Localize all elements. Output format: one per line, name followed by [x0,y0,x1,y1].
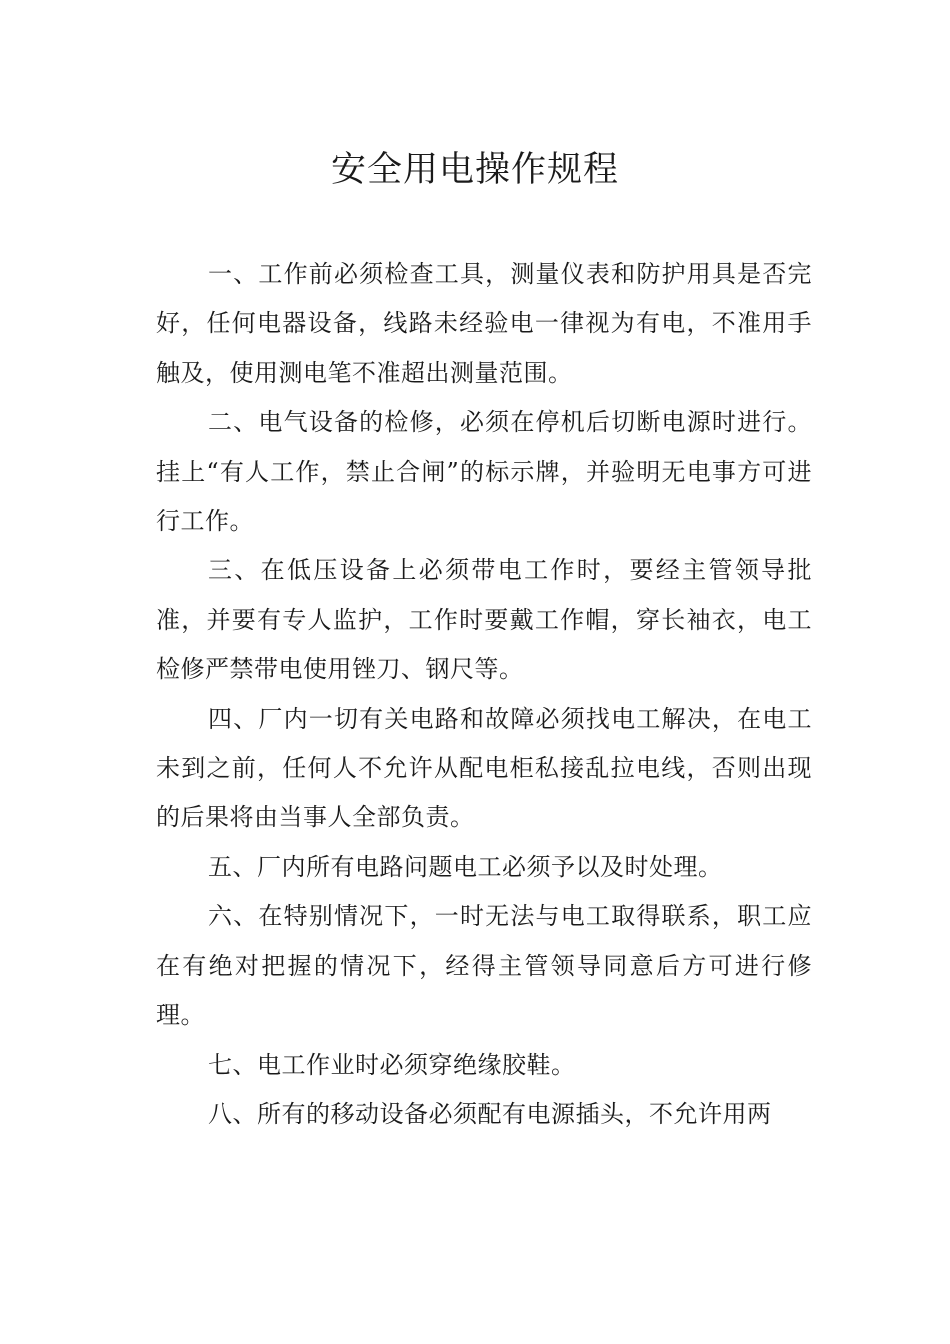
paragraph-4: 四、厂内一切有关电路和故障必须找电工解决，在电工未到之前，任何人不允许从配电柜私接乱拉电线，否则出现的后果将由当事人全部负责。 [156,704,812,832]
paragraph-3: 三、在低压设备上必须带电工作时，要经主管领导批准，并要有专人监护，工作时要戴工作帽，穿长袖衣，电工检修严禁带电使用锉刀、钢尺等。 [156,556,812,684]
paragraph-2: 二、电气设备的检修，必须在停机后切断电源时进行。挂上“有人工作，禁止合闸”的标示牌，并验明无电事方可进行工作。 [156,408,812,536]
paragraph-5: 五、厂内所有电路问题电工必须予以及时处理。 [208,852,723,881]
document-body [156,250,812,1139]
document-title: 安全用电操作规程 [330,150,619,190]
paragraph-6: 六、在特别情况下，一时无法与电工取得联系，职工应在有绝对把握的情况下，经得主管领导同意后方可进行修理。 [156,902,812,1030]
paragraph-8: 八、所有的移动设备必须配有电源插头，不允许用两 [208,1099,772,1128]
paragraph-7: 七、电工作业时必须穿绝缘胶鞋。 [208,1050,576,1079]
paragraph-1: 一、工作前必须检查工具，测量仪表和防护用具是否完好，任何电器设备，线路未经验电一律视为有电，不准用手触及，使用测电笔不准超出测量范围。 [156,260,812,387]
